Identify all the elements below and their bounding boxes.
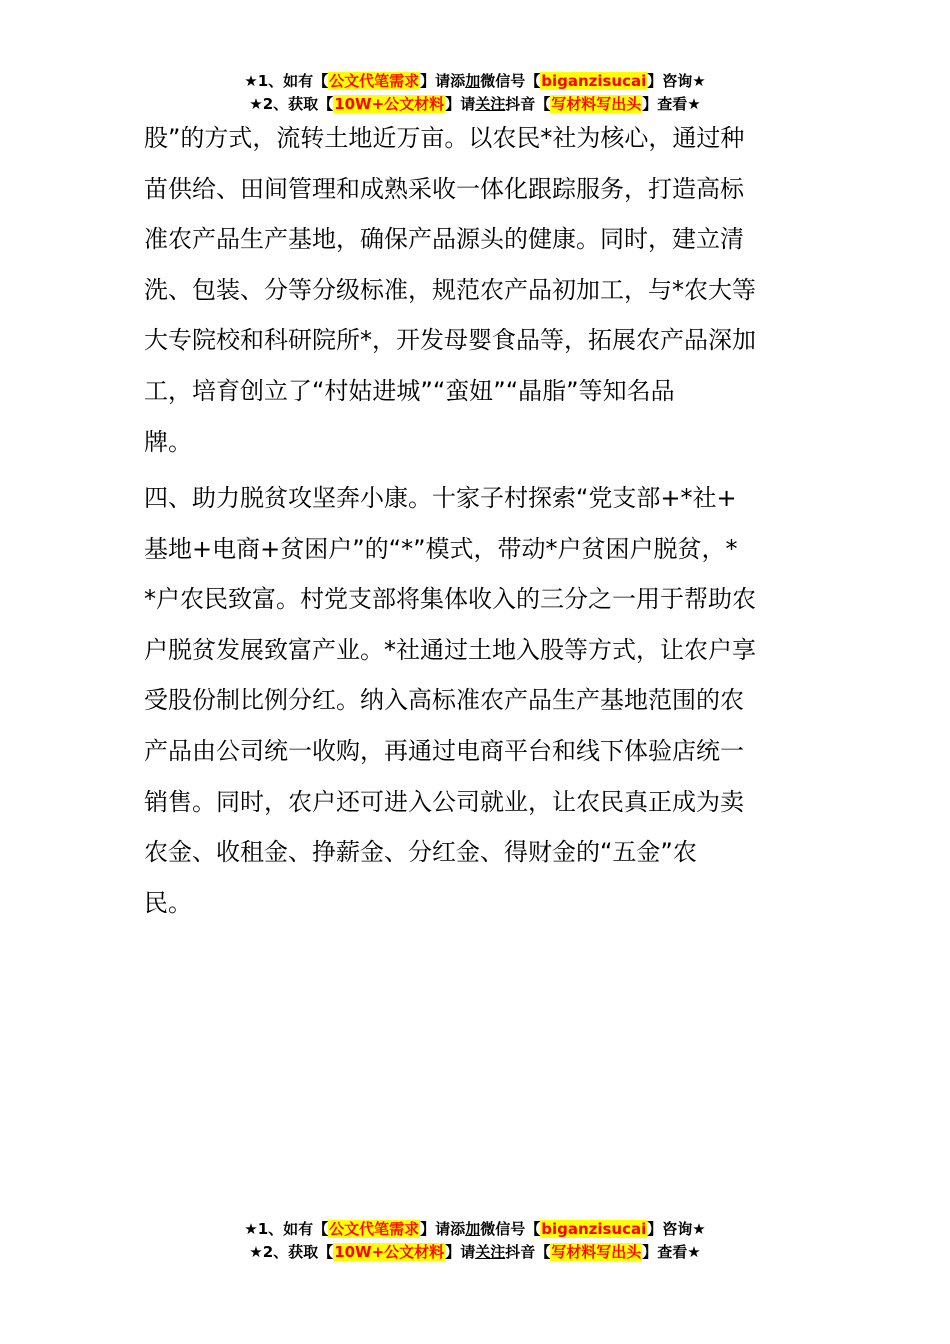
promo-line-2 — [0, 1241, 950, 1264]
paragraph-2 — [144, 473, 814, 928]
section-heading-line: 四、助力脱贫攻坚奔小康。十家子村探索“党支部+*社+ — [144, 484, 737, 512]
text-line: 户脱贫发展致富产业。*社通过土地入股等方式，让农户享 — [144, 635, 756, 664]
text-line: 农金、收租金、挣薪金、分红金、得财金的“五金”农 — [144, 838, 697, 867]
paragraph-1 — [144, 113, 814, 467]
text-line: *户农民致富。村党支部将集体收入的三分之一用于帮助农 — [144, 585, 756, 614]
promo-text: 】查看★ — [642, 1243, 701, 1261]
promo-douyin-id: 写材料写出头 — [551, 95, 642, 113]
promo-underlined-text: 关注 — [475, 95, 506, 113]
text-line: 股”的方式，流转土地近万亩。以农民*社为核心，通过种 — [144, 124, 745, 152]
text-line: 受股份制比例分红。纳入高标准农产品生产基地范围的农 — [144, 686, 744, 715]
text-line: 苗供给、田间管理和成熟采收一体化跟踪服务，打造高标 — [144, 174, 744, 203]
promo-underlined-text: 加 — [465, 72, 481, 90]
text-line: 准农产品生产基地，确保产品源头的健康。同时，建立清 — [144, 225, 744, 254]
promo-wechat-id: biganzisucai — [541, 1220, 647, 1238]
promo-text: 】请添 — [420, 1220, 466, 1238]
text-line: 牌。 — [144, 427, 192, 456]
promo-text: 】请添 — [420, 72, 466, 90]
promo-text: 】咨询★ — [647, 72, 706, 90]
text-line: 洗、包装、分等分级标准，规范农产品初加工，与*农大等 — [144, 275, 756, 304]
text-line: 大专院校和科研院所*，开发母婴食品等，拓展农产品深加 — [144, 326, 756, 355]
text-line: 销售。同时，农户还可进入公司就业，让农民真正成为卖 — [144, 787, 744, 816]
promo-underlined-text: 关注 — [475, 1243, 506, 1261]
promo-highlight: 10W+公文材料 — [334, 95, 445, 113]
text-line: 民。 — [144, 888, 192, 917]
promo-highlight: 10W+公文材料 — [334, 1243, 445, 1261]
promo-text: 抖音【 — [505, 95, 551, 113]
promo-wechat-id: biganzisucai — [541, 72, 647, 90]
promo-highlight: 公文代笔需求 — [329, 1220, 420, 1238]
promo-text: 微信号【 — [480, 1220, 541, 1238]
footer-promo-banner — [0, 1218, 950, 1264]
promo-text: ★2、获取【 — [249, 95, 334, 113]
promo-text: 】咨询★ — [647, 1220, 706, 1238]
promo-line-1 — [0, 70, 950, 93]
promo-underlined-text: 加 — [465, 1220, 481, 1238]
promo-text: 抖音【 — [505, 1243, 551, 1261]
promo-line-1 — [0, 1218, 950, 1241]
promo-text: 】请 — [445, 1243, 476, 1261]
text-line: 工，培育创立了“村姑进城”“蛮妞”“晶脂”等知名品 — [144, 376, 675, 405]
promo-text: ★1、如有【 — [244, 72, 329, 90]
promo-text: ★2、获取【 — [249, 1243, 334, 1261]
text-line: 基地+电商+贫困户”的“*”模式，带动*户贫困户脱贫，* — [144, 534, 738, 563]
promo-text: 微信号【 — [480, 72, 541, 90]
promo-highlight: 公文代笔需求 — [329, 72, 420, 90]
promo-douyin-id: 写材料写出头 — [551, 1243, 642, 1261]
header-promo-banner — [0, 70, 950, 116]
promo-text: 】查看★ — [642, 95, 701, 113]
text-line: 产品由公司统一收购，再通过电商平台和线下体验店统一 — [144, 736, 744, 765]
promo-text: ★1、如有【 — [244, 1220, 329, 1238]
promo-text: 】请 — [445, 95, 476, 113]
